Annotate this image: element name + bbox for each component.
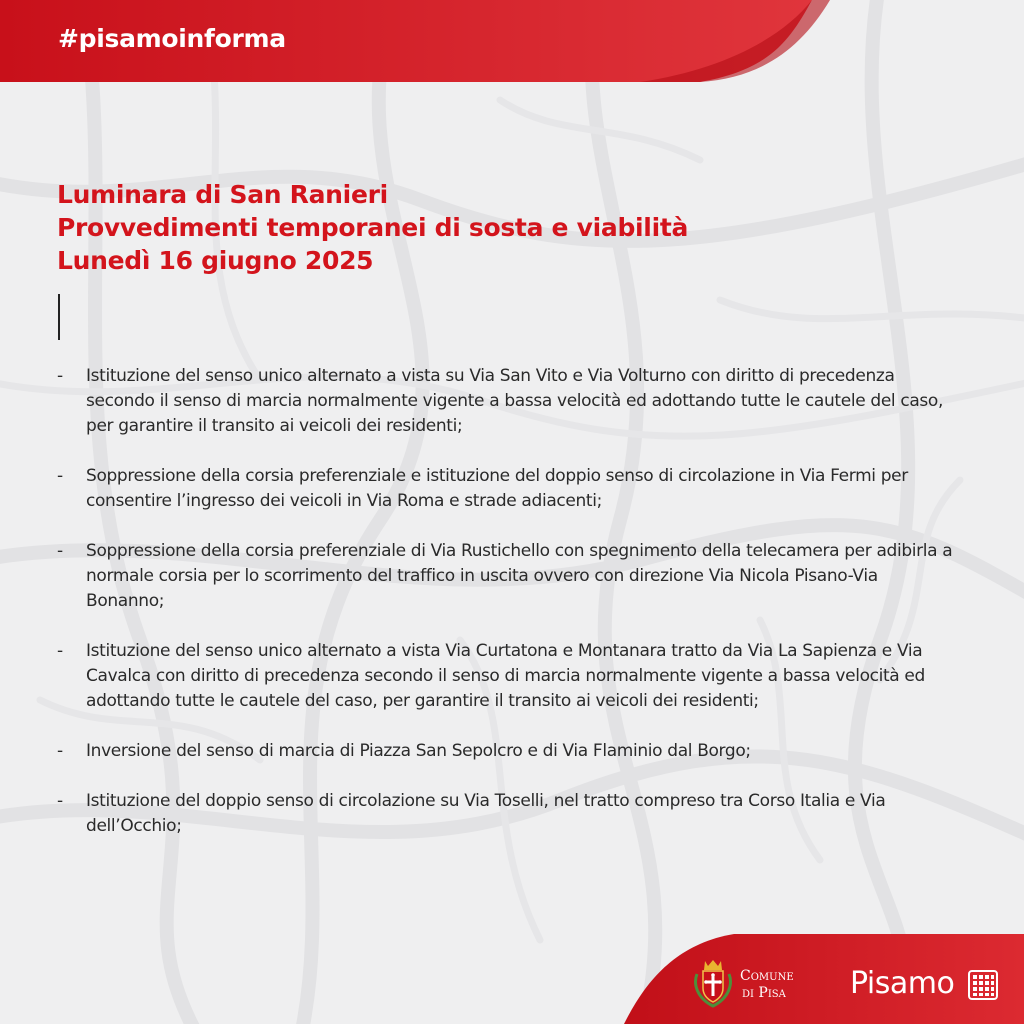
list-dash: -	[57, 791, 63, 811]
list-item-text: Istituzione del doppio senso di circolazione su Via Toselli, nel tratto compreso tra Corso Italia e Via dell’Occhio;	[86, 791, 886, 836]
list-item-text: Soppressione della corsia preferenziale di Via Rustichello con spegnimento della telecamera per adibirla a normale corsia per lo scorrimento del traffico in uscita ovvero con direzione Via Nicola Pisano-Via Bonanno;	[86, 541, 953, 611]
list-dash: -	[57, 466, 63, 486]
list-item-text: Soppressione della corsia preferenziale e istituzione del doppio senso di circolazione in Via Fermi per consentire l’ingresso dei veicoli in Via Roma e strade adiacenti;	[86, 466, 908, 511]
list-item-text: Istituzione del senso unico alternato a vista su Via San Vito e Via Volturno con diritto di precedenza secondo il senso di marcia normalmente vigente a bassa velocità ed adottando tutte le cautele del caso, per garantire il transito ai veicoli dei residenti;	[86, 366, 944, 436]
list-item-text: Inversione del senso di marcia di Piazza San Sepolcro e di Via Flaminio dal Borgo;	[86, 741, 751, 761]
list-dash: -	[57, 541, 63, 561]
comune-line-2: di Pisa	[742, 985, 786, 1001]
list-item	[57, 464, 957, 514]
pisamo-grid-icon	[968, 970, 998, 1000]
list-item	[57, 789, 957, 839]
text-cursor	[58, 294, 60, 340]
list-dash: -	[57, 741, 63, 761]
list-item	[57, 739, 957, 764]
title-line-1: Luminara di San Ranieri	[57, 180, 388, 209]
title-line-3: Lunedì 16 giugno 2025	[57, 246, 374, 275]
list-item-text: Istituzione del senso unico alternato a vista Via Curtatona e Montanara tratto da Via La Sapienza e Via Cavalca con diritto di precedenza secondo il senso di marcia normalmente vigente a bassa velocità ed adottando tutte le cautele del caso, per garantire il transito ai veicoli dei residenti;	[86, 641, 925, 711]
comune-di-pisa-logo	[740, 968, 830, 1002]
page-title	[57, 178, 957, 277]
comune-line-1: Comune	[740, 968, 794, 984]
list-item	[57, 639, 957, 714]
pisamo-logo: Pisamo	[850, 966, 955, 1001]
measures-list	[57, 364, 957, 864]
list-dash: -	[57, 366, 63, 386]
list-item	[57, 364, 957, 439]
list-item	[57, 539, 957, 614]
hashtag-label: #pisamoinforma	[58, 24, 286, 53]
pisa-crest-icon	[693, 958, 733, 1008]
list-dash: -	[57, 641, 63, 661]
title-line-2: Provvedimenti temporanei di sosta e viabilità	[57, 213, 689, 242]
